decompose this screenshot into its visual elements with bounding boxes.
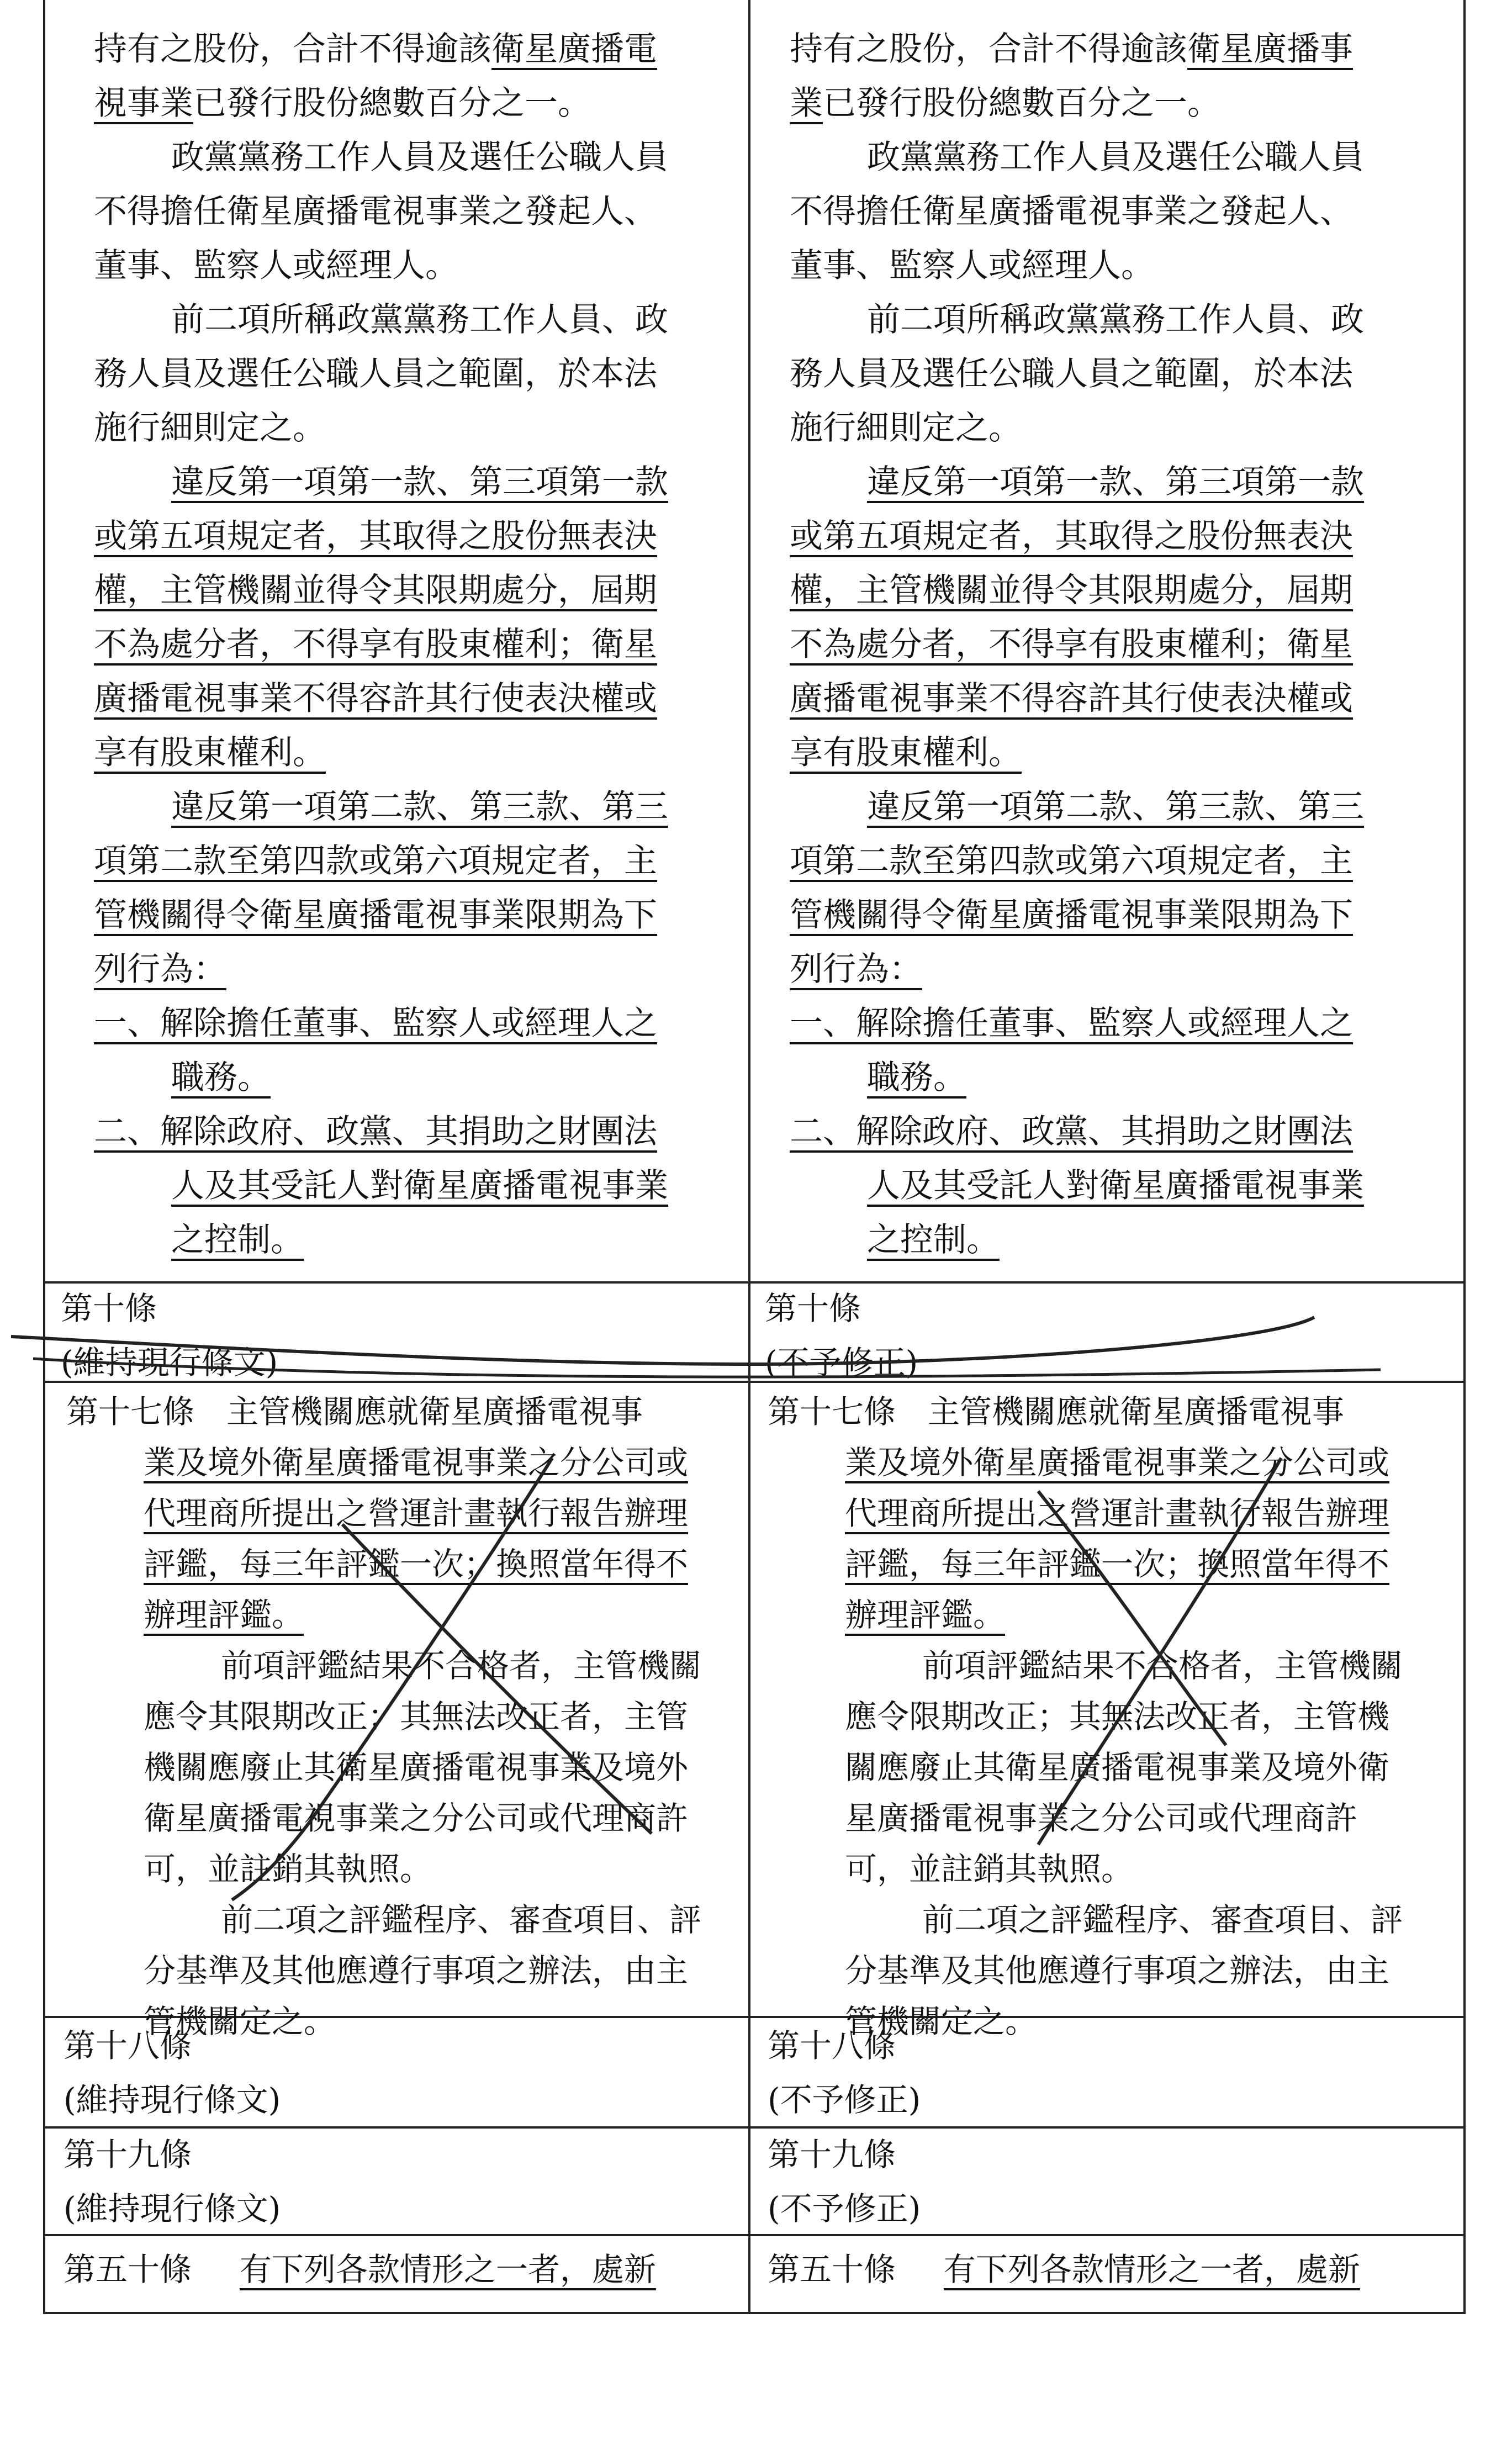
left-line: 項第二款至第四款或第六項規定者，主	[94, 842, 657, 880]
left-art10-note: (維持現行條文)	[61, 1344, 278, 1381]
left-line: 政黨黨務工作人員及選任公職人員	[171, 138, 668, 177]
left-line: 職務。	[171, 1058, 271, 1097]
right-art50-label: 第五十條	[768, 2251, 896, 2288]
left-line: 二、解除政府、政黨、其捐助之財團法	[94, 1112, 657, 1151]
strike-cross-right-a	[1038, 1458, 1281, 1845]
left-line: 不得擔任衛星廣播電視事業之發起人、	[94, 192, 657, 231]
right-art50-text: 有下列各款情形之一者，處新	[943, 2251, 1360, 2288]
right-line: 項第二款至第四款或第六項規定者，主	[790, 842, 1353, 880]
right-art17-line: 星廣播電視事業之分公司或代理商許	[845, 1799, 1358, 1837]
right-art17-line: 關應廢止其衛星廣播電視事業及境外衛	[845, 1749, 1390, 1786]
right-art10-note: (不予修正)	[765, 1344, 918, 1381]
left-line: 權，主管機關並得令其限期處分，屆期	[94, 571, 657, 610]
right-art17-line: 辦理評鑑。	[845, 1596, 1006, 1634]
left-line: 管機關得令衛星廣播電視事業限期為下	[94, 896, 657, 934]
left-line: 務人員及選任公職人員之範圍，於本法	[94, 355, 657, 393]
right-line: 職務。	[867, 1058, 966, 1097]
right-line: 施行細則定之。	[790, 409, 1022, 447]
right-line: 務人員及選任公職人員之範圍，於本法	[790, 355, 1353, 393]
strike-line-art10	[11, 1317, 1314, 1364]
right-line: 管機關得令衛星廣播電視事業限期為下	[790, 896, 1353, 934]
left-line: 持有之股份，合計不得逾該衛星廣播電	[94, 30, 657, 68]
right-line: 違反第一項第二款、第三款、第三	[867, 788, 1364, 826]
left-line: 施行細則定之。	[94, 409, 326, 447]
right-line: 不得擔任衛星廣播電視事業之發起人、	[790, 192, 1353, 231]
right-art17-line: 應令限期改正；其無法改正者，主管機	[845, 1698, 1390, 1735]
right-art17-line: 業及境外衛星廣播電視事業之分公司或	[845, 1444, 1390, 1481]
strike-cross-left-a	[232, 1458, 552, 1900]
right-line: 人及其受託人對衛星廣播電視事業	[867, 1166, 1364, 1205]
right-line: 或第五項規定者，其取得之股份無表決	[790, 517, 1353, 556]
left-art17-line: 業及境外衛星廣播電視事業之分公司或	[144, 1444, 689, 1481]
right-art17-line: 分基準及其他應遵行事項之辦法，由主	[845, 1952, 1390, 1989]
left-line: 享有股東權利。	[94, 733, 326, 772]
left-art17-line: 辦理評鑑。	[144, 1596, 304, 1634]
left-line: 不為處分者，不得享有股東權利；衛星	[94, 625, 657, 664]
right-line: 持有之股份，合計不得逾該衛星廣播事	[790, 30, 1353, 68]
right-line: 享有股東權利。	[790, 733, 1022, 772]
left-line: 列行為：	[94, 950, 226, 989]
left-art19-title: 第十九條	[64, 2136, 192, 2173]
right-line: 業已發行股份總數百分之一。	[790, 84, 1220, 123]
right-line: 列行為：	[790, 950, 922, 989]
left-art17-line: 應令其限期改正；其無法改正者，主管	[144, 1698, 689, 1735]
right-art18-note: (不予修正)	[768, 2081, 921, 2119]
left-line: 或第五項規定者，其取得之股份無表決	[94, 517, 657, 556]
right-line: 違反第一項第一款、第三項第一款	[867, 463, 1364, 501]
left-art17-line: 前二項之評鑑程序、審查項目、評	[221, 1901, 702, 1939]
left-line: 違反第一項第一款、第三項第一款	[171, 463, 668, 501]
left-art18-title: 第十八條	[64, 2027, 192, 2064]
left-line: 人及其受託人對衛星廣播電視事業	[171, 1166, 668, 1205]
right-art10-title: 第十條	[765, 1290, 861, 1327]
right-art19-note: (不予修正)	[768, 2190, 921, 2227]
right-art17-line: 評鑑，每三年評鑑一次；換照當年得不	[845, 1545, 1390, 1583]
left-art17-line: 機關應廢止其衛星廣播電視事業及境外	[144, 1749, 689, 1786]
strike-cross-left-b	[342, 1524, 652, 1834]
right-art17-line: 管機關定之。	[845, 2003, 1038, 2040]
right-line: 不為處分者，不得享有股東權利；衛星	[790, 625, 1353, 664]
right-line: 權，主管機關並得令其限期處分，屆期	[790, 571, 1353, 610]
left-line: 廣播電視事業不得容許其行使表決權或	[94, 679, 657, 718]
left-line: 一、解除擔任董事、監察人或經理人之	[94, 1004, 657, 1043]
left-art18-note: (維持現行條文)	[64, 2081, 281, 2119]
left-art17-line: 可，並註銷其執照。	[144, 1850, 432, 1888]
strike-line-art10-lower	[33, 1359, 1381, 1377]
right-line: 之控制。	[867, 1221, 1000, 1259]
left-line: 視事業已發行股份總數百分之一。	[94, 84, 591, 123]
right-art17-line: 前項評鑑結果不合格者，主管機關	[922, 1647, 1403, 1684]
left-art17-line: 評鑑，每三年評鑑一次；換照當年得不	[144, 1545, 689, 1583]
left-art17-line: 第十七條 主管機關應就衛星廣播電視事	[66, 1393, 643, 1430]
right-line: 董事、監察人或經理人。	[790, 246, 1154, 285]
left-art10-title: 第十條	[61, 1290, 157, 1327]
left-line: 違反第一項第二款、第三款、第三	[171, 788, 668, 826]
strike-cross-right-b	[1038, 1491, 1226, 1745]
left-line: 之控制。	[171, 1221, 304, 1259]
left-art17-line: 前項評鑑結果不合格者，主管機關	[221, 1647, 702, 1684]
right-art17-line: 前二項之評鑑程序、審查項目、評	[922, 1901, 1403, 1939]
right-art18-title: 第十八條	[768, 2027, 896, 2064]
right-line: 廣播電視事業不得容許其行使表決權或	[790, 679, 1353, 718]
right-art17-line: 可，並註銷其執照。	[845, 1850, 1134, 1888]
left-art17-line: 衛星廣播電視事業之分公司或代理商許	[144, 1799, 689, 1837]
right-line: 政黨黨務工作人員及選任公職人員	[867, 138, 1364, 177]
right-art17-line: 第十七條 主管機關應就衛星廣播電視事	[768, 1393, 1345, 1430]
right-line: 前二項所稱政黨黨務工作人員、政	[867, 300, 1364, 339]
left-line: 董事、監察人或經理人。	[94, 246, 458, 285]
right-art19-title: 第十九條	[768, 2136, 896, 2173]
left-art17-line: 分基準及其他應遵行事項之辦法，由主	[144, 1952, 689, 1989]
left-art50-label: 第五十條	[64, 2251, 192, 2288]
left-art19-note: (維持現行條文)	[64, 2190, 281, 2227]
right-line: 二、解除政府、政黨、其捐助之財團法	[790, 1112, 1353, 1151]
left-art50-text: 有下列各款情形之一者，處新	[239, 2251, 656, 2288]
left-line: 前二項所稱政黨黨務工作人員、政	[171, 300, 668, 339]
left-art17-line: 管機關定之。	[144, 2003, 336, 2040]
right-line: 一、解除擔任董事、監察人或經理人之	[790, 1004, 1353, 1043]
right-art17-line: 代理商所提出之營運計畫執行報告辦理	[845, 1495, 1390, 1532]
left-art17-line: 代理商所提出之營運計畫執行報告辦理	[144, 1495, 689, 1532]
